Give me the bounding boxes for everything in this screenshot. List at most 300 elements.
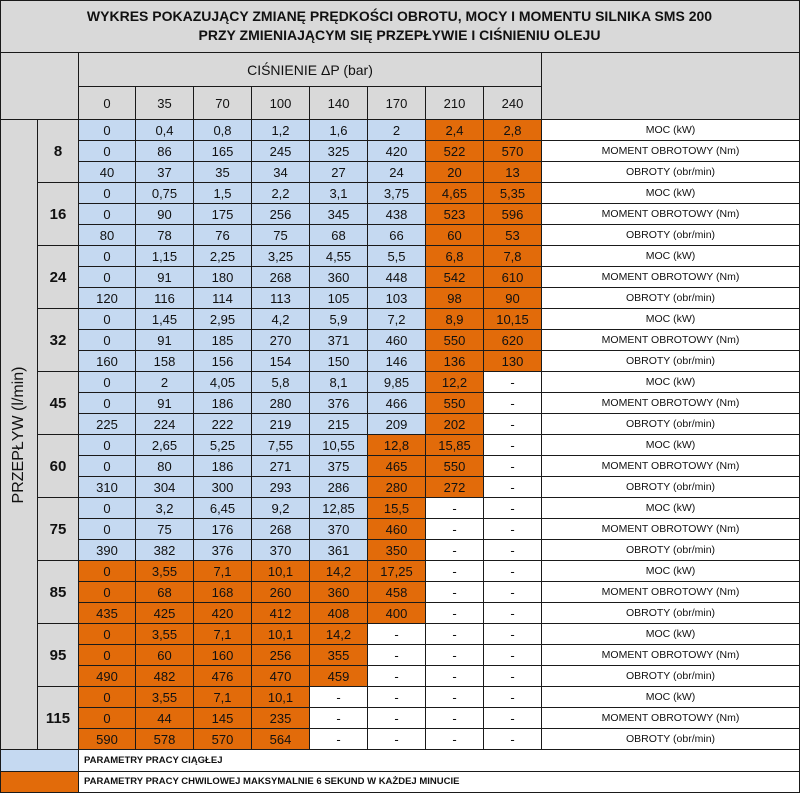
data-cell: - [426,519,484,540]
data-cell: - [484,666,542,687]
row-label: MOMENT OBROTOWY (Nm) [542,330,800,351]
data-cell: - [368,708,426,729]
data-cell: 175 [194,204,252,225]
data-cell: - [368,687,426,708]
data-cell: 408 [310,603,368,624]
data-cell: 3,25 [252,246,310,267]
data-cell: - [484,624,542,645]
data-cell: 7,8 [484,246,542,267]
data-cell: 5,5 [368,246,426,267]
data-cell: - [426,498,484,519]
data-cell: 470 [252,666,310,687]
data-cell: 75 [136,519,194,540]
data-cell: - [484,708,542,729]
data-cell: 2,95 [194,309,252,330]
data-cell: 168 [194,582,252,603]
pressure-col-0: 0 [79,87,136,120]
data-cell: 160 [79,351,136,372]
data-cell: 154 [252,351,310,372]
data-cell: 120 [79,288,136,309]
data-cell: 0 [79,393,136,414]
row-label: OBROTY (obr/min) [542,729,800,750]
data-cell: 0 [79,141,136,162]
data-cell: 40 [79,162,136,183]
data-cell: 0 [79,372,136,393]
data-cell: 15,5 [368,498,426,519]
pressure-col-210: 210 [426,87,484,120]
data-cell: - [484,456,542,477]
data-cell: 165 [194,141,252,162]
data-cell: 268 [252,519,310,540]
data-cell: 186 [194,393,252,414]
flow-value-115: 115 [38,687,79,750]
data-cell: 4,55 [310,246,368,267]
table-title [0,0,800,53]
row-label: MOC (kW) [542,498,800,519]
data-cell: - [484,645,542,666]
data-cell: 382 [136,540,194,561]
row-label: OBROTY (obr/min) [542,603,800,624]
pressure-col-170: 170 [368,87,426,120]
data-cell: 14,2 [310,561,368,582]
data-cell: 185 [194,330,252,351]
data-cell: 10,1 [252,561,310,582]
data-cell: 523 [426,204,484,225]
data-cell: 375 [310,456,368,477]
data-cell: 420 [194,603,252,624]
data-cell: 176 [194,519,252,540]
pressure-col-35: 35 [136,87,194,120]
data-cell: 2,8 [484,120,542,141]
data-cell: 0 [79,645,136,666]
data-cell: 293 [252,477,310,498]
data-cell: 2,65 [136,435,194,456]
row-label: MOC (kW) [542,246,800,267]
data-cell: - [484,729,542,750]
flow-value-60: 60 [38,435,79,498]
data-cell: 325 [310,141,368,162]
data-cell: - [426,666,484,687]
data-cell: 209 [368,414,426,435]
data-cell: 0 [79,120,136,141]
data-cell: 361 [310,540,368,561]
data-cell: 0 [79,204,136,225]
data-cell: - [368,729,426,750]
pressure-col-100: 100 [252,87,310,120]
data-cell: 570 [194,729,252,750]
data-cell: 76 [194,225,252,246]
data-cell: 68 [136,582,194,603]
data-cell: - [484,498,542,519]
row-label: MOC (kW) [542,372,800,393]
data-cell: 44 [136,708,194,729]
data-cell: 9,2 [252,498,310,519]
row-label: MOMENT OBROTOWY (Nm) [542,519,800,540]
data-cell: 5,9 [310,309,368,330]
data-cell: - [426,624,484,645]
data-cell: 360 [310,267,368,288]
flow-value-32: 32 [38,309,79,372]
pressure-col-140: 140 [310,87,368,120]
data-cell: - [484,540,542,561]
data-cell: 7,55 [252,435,310,456]
data-cell: 0 [79,246,136,267]
data-cell: 260 [252,582,310,603]
data-cell: 280 [368,477,426,498]
data-cell: 114 [194,288,252,309]
data-cell: 222 [194,414,252,435]
data-cell: - [368,624,426,645]
data-cell: 1,5 [194,183,252,204]
data-cell: 448 [368,267,426,288]
data-cell: 5,35 [484,183,542,204]
data-cell: 458 [368,582,426,603]
row-label: MOMENT OBROTOWY (Nm) [542,582,800,603]
data-cell: 224 [136,414,194,435]
data-cell: 460 [368,330,426,351]
data-cell: 286 [310,477,368,498]
data-cell: 1,45 [136,309,194,330]
data-cell: - [484,519,542,540]
data-cell: 7,1 [194,687,252,708]
data-cell: 371 [310,330,368,351]
flow-value-8: 8 [38,120,79,183]
data-cell: 596 [484,204,542,225]
data-cell: 6,8 [426,246,484,267]
data-cell: 180 [194,267,252,288]
data-cell: - [426,645,484,666]
row-label: OBROTY (obr/min) [542,477,800,498]
data-cell: 550 [426,330,484,351]
flow-value-24: 24 [38,246,79,309]
data-cell: 268 [252,267,310,288]
data-cell: 235 [252,708,310,729]
data-cell: 13 [484,162,542,183]
row-label: MOMENT OBROTOWY (Nm) [542,204,800,225]
data-cell: 420 [368,141,426,162]
data-cell: - [310,708,368,729]
data-cell: 7,1 [194,624,252,645]
data-cell: 10,1 [252,624,310,645]
data-cell: 370 [310,519,368,540]
data-cell: 12,85 [310,498,368,519]
data-cell: 0 [79,687,136,708]
legend-text-1: PARAMETRY PRACY CIĄGŁEJ [79,750,800,772]
data-cell: - [368,666,426,687]
data-cell: 12,8 [368,435,426,456]
data-cell: 412 [252,603,310,624]
data-cell: 8,1 [310,372,368,393]
data-cell: 0 [79,498,136,519]
data-cell: 35 [194,162,252,183]
data-cell: 0 [79,582,136,603]
data-cell: - [426,603,484,624]
data-cell: 435 [79,603,136,624]
data-cell: 91 [136,267,194,288]
data-cell: 15,85 [426,435,484,456]
data-cell: 270 [252,330,310,351]
data-cell: - [310,729,368,750]
data-cell: 66 [368,225,426,246]
data-cell: 2 [368,120,426,141]
data-cell: 3,1 [310,183,368,204]
data-cell: 6,45 [194,498,252,519]
data-cell: - [484,561,542,582]
data-cell: 280 [252,393,310,414]
data-cell: 465 [368,456,426,477]
data-cell: 90 [136,204,194,225]
flow-value-16: 16 [38,183,79,246]
row-label: MOC (kW) [542,561,800,582]
data-cell: 1,6 [310,120,368,141]
data-cell: 345 [310,204,368,225]
data-cell: - [426,729,484,750]
data-cell: 68 [310,225,368,246]
data-cell: 360 [310,582,368,603]
data-cell: 3,75 [368,183,426,204]
data-cell: 390 [79,540,136,561]
data-cell: 300 [194,477,252,498]
data-cell: 256 [252,645,310,666]
row-label: OBROTY (obr/min) [542,666,800,687]
data-cell: 438 [368,204,426,225]
data-cell: 570 [484,141,542,162]
header-right-blank [542,53,800,120]
data-cell: 0 [79,561,136,582]
data-cell: - [426,687,484,708]
data-cell: 0,75 [136,183,194,204]
data-cell: 4,05 [194,372,252,393]
data-cell: 7,1 [194,561,252,582]
data-cell: 113 [252,288,310,309]
row-label: MOC (kW) [542,624,800,645]
data-cell: 60 [136,645,194,666]
data-cell: 10,1 [252,687,310,708]
data-cell: 14,2 [310,624,368,645]
data-cell: 160 [194,645,252,666]
data-cell: 17,25 [368,561,426,582]
data-cell: 8,9 [426,309,484,330]
data-cell: 0,8 [194,120,252,141]
data-cell: 78 [136,225,194,246]
data-cell: 20 [426,162,484,183]
data-cell: 376 [194,540,252,561]
data-cell: 0 [79,435,136,456]
data-cell: 256 [252,204,310,225]
data-cell: 490 [79,666,136,687]
row-label: MOC (kW) [542,120,800,141]
data-cell: 91 [136,330,194,351]
data-cell: 86 [136,141,194,162]
data-cell: 5,25 [194,435,252,456]
data-cell: 0 [79,624,136,645]
data-cell: 37 [136,162,194,183]
legend-swatch-1 [0,750,79,772]
data-cell: 0,4 [136,120,194,141]
flow-header-label: PRZEPŁYW (l/min) [9,366,27,503]
data-cell: 136 [426,351,484,372]
row-label: MOMENT OBROTOWY (Nm) [542,393,800,414]
data-cell: - [484,435,542,456]
data-cell: - [484,603,542,624]
row-label: MOC (kW) [542,435,800,456]
data-cell: 476 [194,666,252,687]
flow-value-45: 45 [38,372,79,435]
data-cell: - [484,393,542,414]
data-cell: 156 [194,351,252,372]
row-label: MOMENT OBROTOWY (Nm) [542,645,800,666]
data-cell: 3,55 [136,624,194,645]
data-cell: 202 [426,414,484,435]
data-cell: 158 [136,351,194,372]
data-cell: 7,2 [368,309,426,330]
data-cell: 186 [194,456,252,477]
data-cell: 3,2 [136,498,194,519]
data-cell: 90 [484,288,542,309]
title-line-2: PRZY ZMIENIAJĄCYM SIĘ PRZEPŁYWIE I CIŚNIENIU OLEJU [198,27,601,43]
data-cell: 10,55 [310,435,368,456]
data-cell: 60 [426,225,484,246]
data-cell: 272 [426,477,484,498]
flow-value-95: 95 [38,624,79,687]
data-cell: 9,85 [368,372,426,393]
row-label: OBROTY (obr/min) [542,351,800,372]
flow-header [0,120,38,750]
data-cell: 27 [310,162,368,183]
legend-swatch-2 [0,772,79,793]
data-cell: - [484,477,542,498]
data-cell: 522 [426,141,484,162]
data-cell: 550 [426,456,484,477]
data-cell: 425 [136,603,194,624]
data-cell: 466 [368,393,426,414]
row-label: OBROTY (obr/min) [542,288,800,309]
pressure-col-240: 240 [484,87,542,120]
data-cell: 0 [79,456,136,477]
data-cell: 0 [79,330,136,351]
data-cell: 219 [252,414,310,435]
data-cell: 80 [136,456,194,477]
data-cell: - [426,561,484,582]
data-cell: 1,2 [252,120,310,141]
data-cell: 150 [310,351,368,372]
data-cell: 10,15 [484,309,542,330]
data-cell: 130 [484,351,542,372]
data-cell: - [426,540,484,561]
header-corner [0,53,79,120]
data-cell: 0 [79,183,136,204]
data-cell: 80 [79,225,136,246]
data-cell: 376 [310,393,368,414]
data-cell: 0 [79,309,136,330]
data-cell: 34 [252,162,310,183]
data-cell: 482 [136,666,194,687]
data-cell: 620 [484,330,542,351]
data-cell: 350 [368,540,426,561]
row-label: OBROTY (obr/min) [542,225,800,246]
data-cell: - [484,582,542,603]
data-cell: 0 [79,267,136,288]
row-label: OBROTY (obr/min) [542,414,800,435]
data-cell: 53 [484,225,542,246]
data-cell: - [484,687,542,708]
data-cell: 310 [79,477,136,498]
data-cell: 98 [426,288,484,309]
data-cell: 400 [368,603,426,624]
data-cell: 245 [252,141,310,162]
data-cell: 145 [194,708,252,729]
data-cell: 2,25 [194,246,252,267]
data-cell: - [426,708,484,729]
data-cell: 225 [79,414,136,435]
row-label: MOMENT OBROTOWY (Nm) [542,267,800,288]
data-cell: 146 [368,351,426,372]
row-label: MOMENT OBROTOWY (Nm) [542,141,800,162]
data-cell: 105 [310,288,368,309]
data-cell: 3,55 [136,561,194,582]
row-label: OBROTY (obr/min) [542,162,800,183]
data-cell: 271 [252,456,310,477]
data-cell: 215 [310,414,368,435]
data-cell: 4,2 [252,309,310,330]
data-cell: 103 [368,288,426,309]
row-label: MOMENT OBROTOWY (Nm) [542,456,800,477]
data-cell: - [484,372,542,393]
data-cell: 550 [426,393,484,414]
data-cell: 590 [79,729,136,750]
data-cell: 75 [252,225,310,246]
data-cell: - [484,414,542,435]
data-cell: 1,15 [136,246,194,267]
data-cell: 2,4 [426,120,484,141]
data-cell: 0 [79,519,136,540]
row-label: MOMENT OBROTOWY (Nm) [542,708,800,729]
data-cell: 0 [79,708,136,729]
data-cell: 91 [136,393,194,414]
flow-value-75: 75 [38,498,79,561]
flow-value-85: 85 [38,561,79,624]
pressure-col-70: 70 [194,87,252,120]
data-cell: 564 [252,729,310,750]
data-cell: 304 [136,477,194,498]
legend-text-2: PARAMETRY PRACY CHWILOWEJ MAKSYMALNIE 6 SEKUND W KAŻDEJ MINUCIE [79,772,800,793]
data-cell: 5,8 [252,372,310,393]
title-line-1: WYKRES POKAZUJĄCY ZMIANĘ PRĘDKOŚCI OBROTU, MOCY I MOMENTU SILNIKA SMS 200 [86,8,713,24]
data-cell: 460 [368,519,426,540]
data-cell: 3,55 [136,687,194,708]
data-cell: 542 [426,267,484,288]
row-label: MOC (kW) [542,687,800,708]
data-cell: 2,2 [252,183,310,204]
pressure-header: CIŚNIENIE ΔP (bar) [79,53,542,87]
data-cell: 24 [368,162,426,183]
data-cell: 578 [136,729,194,750]
data-cell: - [310,687,368,708]
data-cell: 4,65 [426,183,484,204]
data-cell: 370 [252,540,310,561]
data-cell: 610 [484,267,542,288]
data-cell: 116 [136,288,194,309]
row-label: OBROTY (obr/min) [542,540,800,561]
data-cell: 12,2 [426,372,484,393]
data-cell: 459 [310,666,368,687]
data-cell: - [368,645,426,666]
data-cell: - [426,582,484,603]
data-cell: 355 [310,645,368,666]
row-label: MOC (kW) [542,183,800,204]
data-cell: 2 [136,372,194,393]
row-label: MOC (kW) [542,309,800,330]
